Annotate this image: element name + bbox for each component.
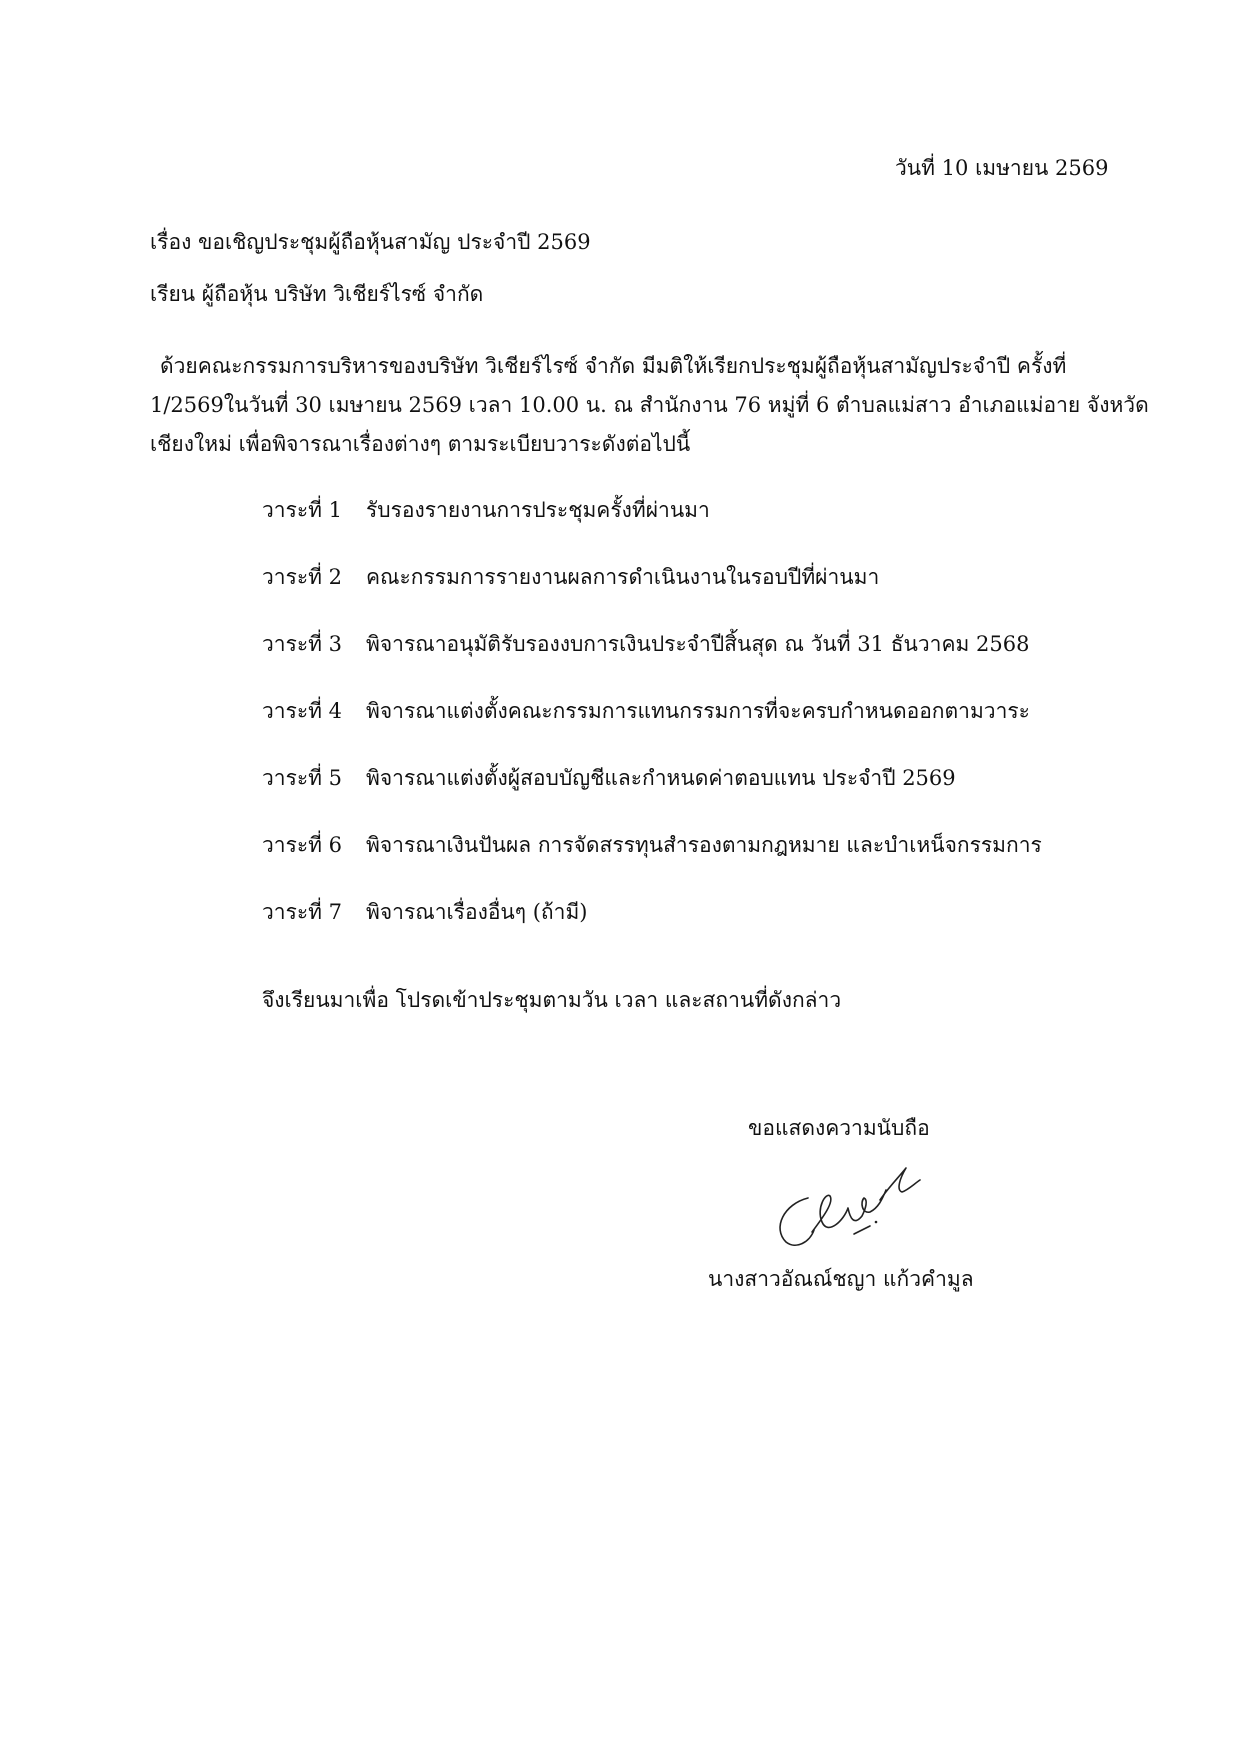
agenda-text: พิจารณาแต่งตั้งผู้สอบบัญชีและกำหนดค่าตอบแทน ประจำปี 2569 bbox=[366, 766, 956, 790]
agenda-text: รับรองรายงานการประชุมครั้งที่ผ่านมา bbox=[366, 498, 710, 522]
agenda-item bbox=[262, 630, 1029, 658]
agenda-item bbox=[262, 697, 1030, 725]
closing-statement: จึงเรียนมาเพื่อ โปรดเข้าประชุมตามวัน เวลา และสถานที่ดังกล่าว bbox=[262, 988, 842, 1012]
agenda-number: วาระที่ 1 bbox=[262, 498, 343, 522]
agenda-item bbox=[262, 898, 587, 926]
letter-recipient: เรียน ผู้ถือหุ้น บริษัท วิเชียร์ไรซ์ จำกัด bbox=[150, 282, 484, 306]
body-line: เชียงใหม่ เพื่อพิจารณาเรื่องต่างๆ ตามระเบียบวาระดังต่อไปนี้ bbox=[150, 432, 691, 456]
agenda-item bbox=[262, 496, 710, 524]
agenda-number: วาระที่ 4 bbox=[262, 699, 343, 723]
letter-subject: เรื่อง ขอเชิญประชุมผู้ถือหุ้นสามัญ ประจำปี 2569 bbox=[150, 230, 591, 254]
agenda-text: พิจารณาเงินปันผล การจัดสรรทุนสำรองตามกฎหมาย และบำเหน็จกรรมการ bbox=[366, 833, 1042, 857]
handwritten-signature bbox=[750, 1146, 930, 1261]
agenda-number: วาระที่ 2 bbox=[262, 565, 343, 589]
letter-body bbox=[150, 347, 1149, 464]
letter-date: วันที่ 10 เมษายน 2569 bbox=[895, 156, 1109, 180]
complimentary-close: ขอแสดงความนับถือ bbox=[748, 1116, 930, 1140]
body-line: ด้วยคณะกรรมการบริหารของบริษัท วิเชียร์ไรซ์ จำกัด มีมติให้เรียกประชุมผู้ถือหุ้นสามัญประจำปี ครั้งที่ bbox=[160, 354, 1067, 378]
agenda-number: วาระที่ 3 bbox=[262, 632, 343, 656]
agenda-item bbox=[262, 563, 879, 591]
agenda-text: คณะกรรมการรายงานผลการดำเนินงานในรอบปีที่ผ่านมา bbox=[366, 565, 880, 589]
body-line: 1/2569ในวันที่ 30 เมษายน 2569 เวลา 10.00 น. ณ สำนักงาน 76 หมู่ที่ 6 ตำบลแม่สาว อำเภอแม่อาย จังหวัด bbox=[150, 393, 1149, 417]
agenda-text: พิจารณาอนุมัติรับรองงบการเงินประจำปีสิ้นสุด ณ วันที่ 31 ธันวาคม 2568 bbox=[366, 632, 1030, 656]
agenda-number: วาระที่ 7 bbox=[262, 900, 343, 924]
agenda-number: วาระที่ 6 bbox=[262, 833, 343, 857]
agenda-item bbox=[262, 764, 956, 792]
agenda-text: พิจารณาแต่งตั้งคณะกรรมการแทนกรรมการที่จะครบกำหนดออกตามวาระ bbox=[366, 699, 1030, 723]
agenda-number: วาระที่ 5 bbox=[262, 766, 343, 790]
signer-name: นางสาวอัณณ์ชญา แก้วคำมูล bbox=[708, 1267, 974, 1291]
agenda-text: พิจารณาเรื่องอื่นๆ (ถ้ามี) bbox=[366, 900, 588, 924]
agenda-item bbox=[262, 831, 1042, 859]
